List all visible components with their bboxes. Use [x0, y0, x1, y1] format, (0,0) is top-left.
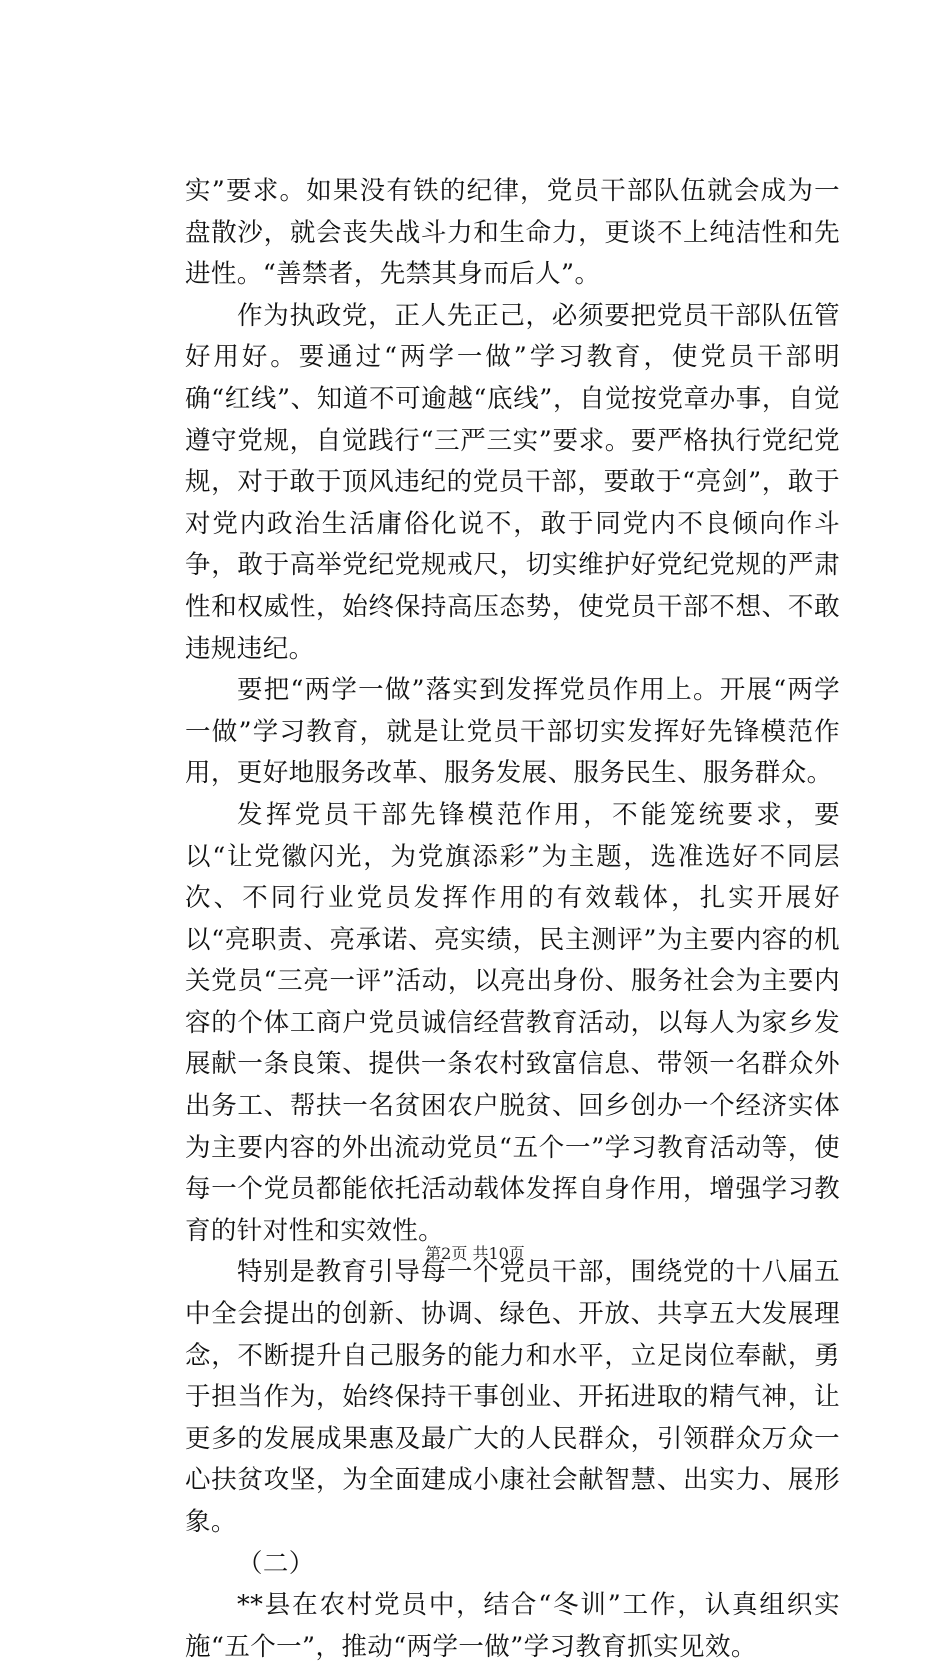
paragraph-ruling-party: 作为执政党，正人先正己，必须要把党员干部队伍管好用好。要通过“两学一做”学习教育，使党员干部明确“红线”、知道不可逾越“底线”，自觉按党章办事，自觉遵守党规，自觉践行“三严三实”要求。要严格执行党纪党规，对于敢于顶风违纪的党员干部，要敢于“亮剑”，敢于对党内政治生活庸俗化说不，敢于同党内不良倾向作斗争，敢于高举党纪党规戒尺，切实维护好党纪党规的严肃性和权威性，始终保持高压态势，使党员干部不想、不敢违规违纪。 — [185, 300, 840, 664]
page-number-footer: 第2页 共10页 — [425, 1244, 525, 1263]
paragraph-county: **县在农村党员中，结合“冬训”工作，认真组织实施“五个一”，推动“两学一做”学习教育抓实见效。 — [185, 1590, 840, 1662]
section-heading: （二） — [237, 1548, 315, 1579]
document-body — [185, 171, 840, 1668]
paragraph-continuation: 实”要求。如果没有铁的纪律，党员干部队伍就会成为一盘散沙，就会丧失战斗力和生命力，更谈不上纯洁性和先进性。“善禁者，先禁其身而后人”。 — [185, 176, 840, 290]
paragraph-vanguard-role: 发挥党员干部先锋模范作用，不能笼统要求，要以“让党徽闪光，为党旗添彩”为主题，选准选好不同层次、不同行业党员发挥作用的有效载体，扎实开展好以“亮职责、亮承诺、亮实绩，民主测评”为主要内容的机关党员“三亮一评”活动，以亮出身份、服务社会为主要内容的个体工商户党员诚信经营教育活动，以每人为家乡发展献一条良策、提供一条农村致富信息、带领一名群众外出务工、帮扶一名贫困农户脱贫、回乡创办一个经济实体为主要内容的外出流动党员“五个一”学习教育活动等，使每一个党员都能依托活动载体发挥自身作用，增强学习教育的针对性和实效性。 — [185, 799, 840, 1246]
paragraph-party-role: 要把“两学一做”落实到发挥党员作用上。开展“两学一做”学习教育，就是让党员干部切实发挥好先锋模范作用，更好地服务改革、服务发展、服务民生、服务群众。 — [185, 675, 840, 789]
paragraph-development: 特别是教育引导每一个党员干部，围绕党的十八届五中全会提出的创新、协调、绿色、开放、共享五大发展理念，不断提升自己服务的能力和水平，立足岗位奉献，勇于担当作为，始终保持干事创业、开拓进取的精气神，让更多的发展成果惠及最广大的人民群众，引领群众万众一心扶贫攻坚，为全面建成小康社会献智慧、出实力、展形象。 — [185, 1257, 840, 1537]
